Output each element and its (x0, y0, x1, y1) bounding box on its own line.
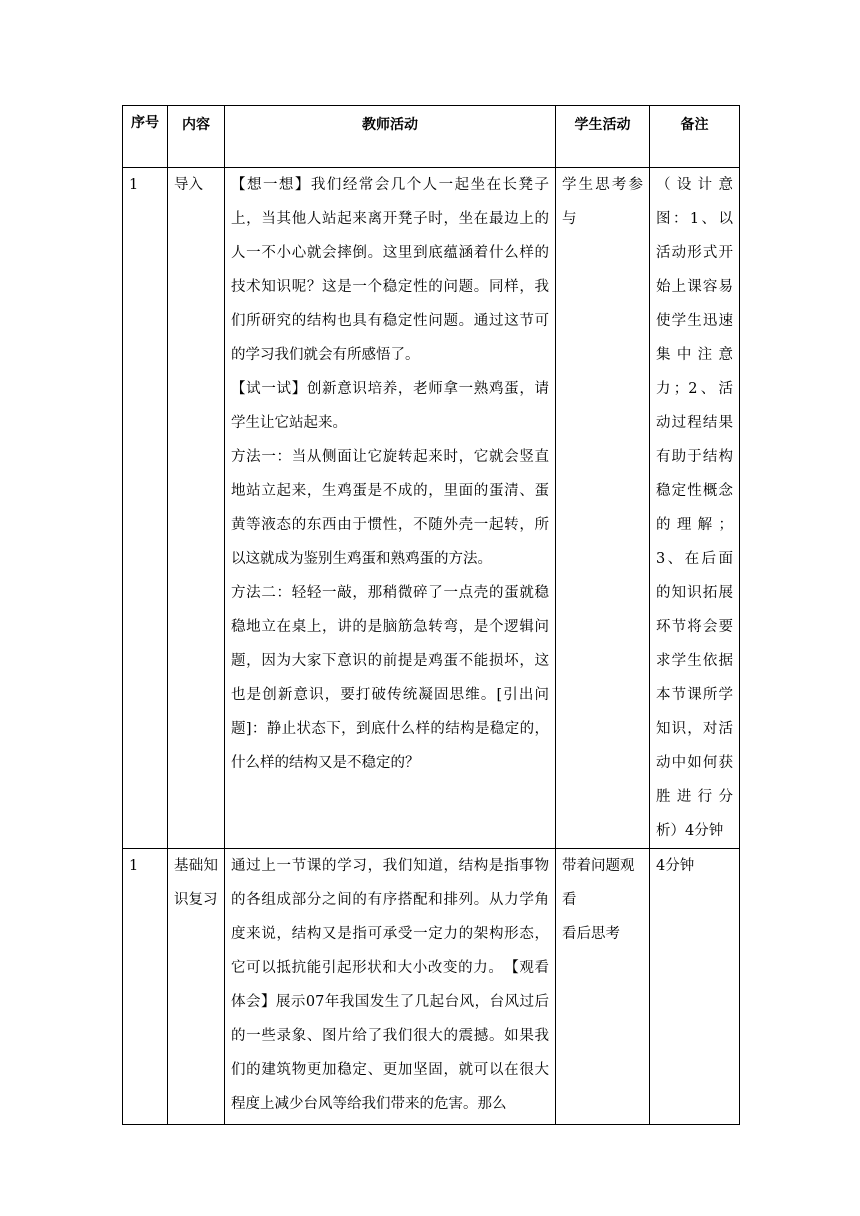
table-row (123, 168, 740, 849)
cell-teacher (225, 168, 556, 849)
teacher-paragraph: 通过上一节课的学习，我们知道，结构是指事物的各组成部分之间的有序搭配和排列。从力学角度来说，结构又是指可承受一定力的架构形态，它可以抵抗能引起形状和大小改变的力。 【观看体会】展示07年我国发生了几起台风，台风过后的一些录象、图片给了我们很大的震撼。如果我们的建筑物更加稳定、更加坚固，就可以在很大程度上减少台风等给我们带来的危害。那么 (231, 858, 549, 1112)
cell-notes: （设计意图：1、以活动形式开始上课容易使学生迅速集中注意力；2、活动过程结果有助于结构稳定性概念的理解；3、在后面的知识拓展环节将会要求学生依据本节课所学知识，对活动中如何获胜进行分析）4分钟 (650, 168, 740, 849)
teacher-paragraph: 方法一：当从侧面让它旋转起来时，它就会竖直地站立起来，生鸡蛋是不成的，里面的蛋清、蛋黄等液态的东西由于惯性，不随外壳一起转，所以这就成为鉴别生鸡蛋和熟鸡蛋的方法。 (231, 449, 549, 567)
cell-content: 基础知识复习 (168, 849, 225, 1125)
cell-notes: 4分钟 (650, 849, 740, 1125)
header-seq: 序号 (123, 106, 168, 168)
header-teacher: 教师活动 (225, 106, 556, 168)
lesson-plan-table (122, 105, 740, 1125)
cell-student (556, 849, 650, 1125)
teacher-paragraph: 方法二：轻轻一敲，那稍微碎了一点壳的蛋就稳稳地立在桌上，讲的是脑筋急转弯，是个逻辑问题，因为大家下意识的前提是鸡蛋不能损坏，这也是创新意识，要打破传统凝固思维。[引出问题]：静止状态下，到底什么样的结构是稳定的，什么样的结构又是不稳定的？ (231, 585, 549, 771)
teacher-paragraph: 【试一试】创新意识培养，老师拿一熟鸡蛋，请学生让它站起来。 (231, 381, 549, 431)
student-line: 看后思考 (562, 926, 620, 942)
teacher-paragraph: 【想一想】我们经常会几个人一起坐在长凳子上，当其他人站起来离开凳子时，坐在最边上的人一不小心就会摔倒。这里到底蕴涵着什么样的技术知识呢？这是一个稳定性的问题。同样，我们所研究的结构也具有稳定性问题。通过这节可的学习我们就会有所感悟了。 (231, 177, 549, 363)
cell-seq: 1 (123, 849, 168, 1125)
cell-teacher (225, 849, 556, 1125)
table-row (123, 849, 740, 1125)
header-student: 学生活动 (556, 106, 650, 168)
cell-seq: 1 (123, 168, 168, 849)
header-notes: 备注 (650, 106, 740, 168)
cell-student: 学生思考参与 (556, 168, 650, 849)
cell-content: 导入 (168, 168, 225, 849)
header-row (123, 106, 740, 168)
student-line: 带着问题观看 (562, 858, 635, 908)
header-content: 内容 (168, 106, 225, 168)
